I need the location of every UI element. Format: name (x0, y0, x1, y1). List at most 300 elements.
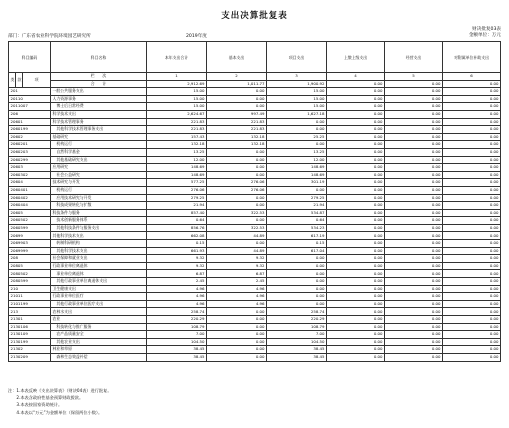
row-value: 221.83 (207, 118, 267, 126)
row-code: 20604 (9, 179, 51, 187)
table-row (9, 316, 501, 324)
row-value: 0.00 (443, 95, 501, 103)
table-row (9, 240, 501, 248)
row-value: 0.00 (443, 353, 501, 361)
row-value: 38.45 (147, 353, 207, 361)
row-code: 2060299 (9, 156, 51, 164)
row-code: 21011 (9, 293, 51, 301)
row-value: 0.00 (267, 278, 327, 286)
row-value: 0.00 (327, 186, 385, 194)
row-value: 0.00 (385, 316, 443, 324)
row-value: 322.53 (207, 224, 267, 232)
row-value: 4.96 (207, 293, 267, 301)
row-name: 机构运行 (51, 186, 147, 194)
row-value: 0.00 (327, 300, 385, 308)
row-value: 0.00 (267, 141, 327, 149)
row-value: 0.00 (327, 103, 385, 111)
table-row (9, 270, 501, 278)
row-code: 2130199 (9, 338, 51, 346)
table-row (9, 126, 501, 134)
row-value: 0.00 (327, 156, 385, 164)
row-name: 科技转化与推广服务 (51, 323, 147, 331)
row-value: 276.06 (207, 179, 267, 187)
row-value: 0.00 (327, 346, 385, 354)
row-value: 21.94 (267, 202, 327, 210)
row-value: 0.00 (443, 126, 501, 134)
total-value: 2,912.69 (147, 80, 207, 88)
column-number: 3 (267, 73, 327, 81)
row-value: 132.18 (147, 141, 207, 149)
table-row (9, 194, 501, 202)
row-value: 0.15 (267, 240, 327, 248)
table-row (9, 141, 501, 149)
table-row (9, 232, 501, 240)
row-name: 农业 (51, 316, 147, 324)
row-value: 0.00 (385, 262, 443, 270)
row-value: 0.00 (385, 247, 443, 255)
header-class: 类 (9, 73, 16, 88)
note-line: 3.本表按国家资助统计。 (8, 402, 63, 408)
row-value: 0.00 (327, 255, 385, 263)
row-code: 210 (9, 285, 51, 293)
row-value: 0.00 (327, 217, 385, 225)
note-line: 注：1.本表反映《支出决算表》（财决04表）进行批复。 (8, 388, 112, 393)
row-value: 0.00 (385, 300, 443, 308)
row-value: 0.00 (443, 164, 501, 172)
header-name: 科目名称 (51, 42, 147, 73)
row-value: 0.00 (267, 262, 327, 270)
row-value: 0.00 (327, 232, 385, 240)
row-value: 0.00 (327, 164, 385, 172)
row-name: 自然科学基金 (51, 148, 147, 156)
row-value: 0.00 (327, 353, 385, 361)
row-value: 0.00 (327, 133, 385, 141)
row-value: 322.53 (207, 209, 267, 217)
column-number: 5 (385, 73, 443, 81)
table-row (9, 95, 501, 103)
row-value: 15.00 (147, 95, 207, 103)
row-value: 0.00 (385, 338, 443, 346)
row-value: 4.96 (207, 285, 267, 293)
unit-label: 金额单位：万元 (468, 32, 501, 38)
row-value: 4.96 (147, 285, 207, 293)
row-name: 其他行政事业单位离退休支出 (51, 278, 147, 286)
form-meta (469, 27, 501, 38)
row-name: 事业单位离退休 (51, 270, 147, 278)
row-value: 0.00 (327, 270, 385, 278)
department-label: 部门：广东省农业科学院环境园艺研究所 (8, 34, 91, 39)
column-number: 2 (207, 73, 267, 81)
row-value: 108.79 (267, 323, 327, 331)
row-value: 276.06 (147, 186, 207, 194)
row-value: 0.00 (207, 353, 267, 361)
row-value: 0.00 (207, 171, 267, 179)
row-value: 0.00 (443, 224, 501, 232)
row-name: 农产品质量安全 (51, 331, 147, 339)
row-value: 0.00 (207, 103, 267, 111)
row-value: 132.18 (207, 133, 267, 141)
total-label: 合 计 (51, 80, 147, 88)
row-value: 2,624.67 (147, 110, 207, 118)
row-code: 20805 (9, 262, 51, 270)
row-value: 0.00 (267, 126, 327, 134)
row-name: 科技成果转化与扩散 (51, 202, 147, 210)
table-row (9, 164, 501, 172)
row-value: 15.00 (147, 88, 207, 96)
row-value: 0.64 (267, 217, 327, 225)
form-code: 财决批复03表 (472, 27, 501, 32)
row-value: 0.00 (443, 202, 501, 210)
row-code: 2130109 (9, 331, 51, 339)
row-code: 20699 (9, 232, 51, 240)
row-name: 博士后日常经费 (51, 103, 147, 111)
row-value: 0.00 (267, 118, 327, 126)
row-value: 0.00 (327, 331, 385, 339)
row-name: 行政事业单位离退休 (51, 262, 147, 270)
row-code: 2060402 (9, 194, 51, 202)
row-name: 机构运行 (51, 141, 147, 149)
row-value: 0.00 (327, 285, 385, 293)
row-value: 0.00 (443, 209, 501, 217)
row-value: 0.00 (327, 224, 385, 232)
row-value: 0.00 (443, 240, 501, 248)
row-name: 林业和草原 (51, 346, 147, 354)
table-row (9, 247, 501, 255)
row-code: 2060203 (9, 148, 51, 156)
table-row (9, 285, 501, 293)
row-value: 0.00 (443, 323, 501, 331)
row-value: 0.00 (443, 118, 501, 126)
row-value: 0.00 (327, 202, 385, 210)
row-value: 38.45 (267, 353, 327, 361)
row-code: 2130106 (9, 323, 51, 331)
row-value: 0.00 (327, 110, 385, 118)
row-value: 0.00 (385, 88, 443, 96)
row-value: 0.00 (207, 331, 267, 339)
row-name: 其他行政事业单位医疗支出 (51, 300, 147, 308)
row-value: 997.49 (207, 110, 267, 118)
row-value: 0.00 (443, 186, 501, 194)
row-value: 301.19 (267, 179, 327, 187)
row-code: 2080599 (9, 278, 51, 286)
row-value: 0.00 (385, 285, 443, 293)
row-value: 0.00 (327, 126, 385, 134)
row-name: 科学技术支出 (51, 110, 147, 118)
table-row (9, 278, 501, 286)
row-value: 0.00 (327, 209, 385, 217)
row-value: 0.00 (385, 110, 443, 118)
row-value: 0.00 (443, 179, 501, 187)
row-value: 13.25 (147, 148, 207, 156)
row-value: 534.23 (267, 224, 327, 232)
column-label: 栏 次 (51, 73, 147, 81)
column-number: 6 (443, 73, 501, 81)
row-value: 108.79 (147, 323, 207, 331)
total-value: 0.00 (385, 80, 443, 88)
table-row (9, 179, 501, 187)
row-name: 其他科技条件与服务支出 (51, 224, 147, 232)
row-value: 0.00 (443, 308, 501, 316)
total-value: 0.00 (327, 80, 385, 88)
total-value: 1,011.77 (207, 80, 267, 88)
row-value: 0.00 (207, 164, 267, 172)
total-row (9, 80, 501, 88)
row-value: 0.00 (327, 95, 385, 103)
header-subsidy: 上缴上级支出 (327, 42, 385, 73)
table-row (9, 156, 501, 164)
row-value: 0.00 (443, 346, 501, 354)
row-value: 0.00 (385, 126, 443, 134)
row-value: 0.00 (443, 103, 501, 111)
row-name: 一般公共服务支出 (51, 88, 147, 96)
row-value: 0.00 (385, 308, 443, 316)
row-value: 0.00 (327, 278, 385, 286)
table-row (9, 346, 501, 354)
row-name: 转制科研机构 (51, 240, 147, 248)
row-code: 2060302 (9, 171, 51, 179)
table-row (9, 262, 501, 270)
row-value: 258.74 (147, 308, 207, 316)
row-code: 21302 (9, 346, 51, 354)
row-value: 0.00 (443, 194, 501, 202)
row-name: 卫生健康支出 (51, 285, 147, 293)
row-value: 0.00 (385, 331, 443, 339)
row-value: 38.45 (267, 346, 327, 354)
header-affiliate: 对附属单位补助支出 (443, 42, 501, 73)
row-value: 0.00 (443, 110, 501, 118)
row-code: 208 (9, 255, 51, 263)
row-value: 0.00 (385, 209, 443, 217)
row-value: 0.00 (207, 338, 267, 346)
row-value: 0.00 (443, 285, 501, 293)
table-row (9, 217, 501, 225)
row-value: 6.87 (207, 270, 267, 278)
row-name: 社会公益研究 (51, 171, 147, 179)
row-value: 856.76 (147, 224, 207, 232)
row-value: 2.45 (207, 278, 267, 286)
row-value: 0.00 (267, 270, 327, 278)
row-value: 0.00 (385, 186, 443, 194)
row-value: 0.00 (327, 141, 385, 149)
row-code: 201 (9, 88, 51, 96)
row-value: 0.00 (443, 141, 501, 149)
row-value: 534.87 (267, 209, 327, 217)
row-value: 148.69 (267, 171, 327, 179)
row-value: 0.00 (443, 255, 501, 263)
table-row (9, 88, 501, 96)
row-code: 2130209 (9, 353, 51, 361)
row-value: 0.00 (443, 331, 501, 339)
row-value: 0.00 (385, 278, 443, 286)
row-code: 2060201 (9, 141, 51, 149)
row-value: 12.00 (147, 156, 207, 164)
row-value: 0.00 (207, 148, 267, 156)
row-value: 0.00 (385, 323, 443, 331)
row-value: 132.18 (207, 141, 267, 149)
table-row (9, 110, 501, 118)
row-value: 0.00 (385, 255, 443, 263)
row-value: 4.96 (147, 293, 207, 301)
row-value: 0.00 (443, 270, 501, 278)
row-value: 258.74 (267, 308, 327, 316)
row-value: 0.00 (443, 338, 501, 346)
row-value: 0.00 (327, 323, 385, 331)
row-value: 0.00 (385, 164, 443, 172)
row-value: 0.00 (207, 308, 267, 316)
row-value: 1,627.18 (267, 110, 327, 118)
row-value: 221.83 (147, 118, 207, 126)
row-value: 0.00 (385, 346, 443, 354)
row-value: 662.08 (147, 232, 207, 240)
row-value: 13.25 (267, 148, 327, 156)
table-row (9, 209, 501, 217)
table-row (9, 323, 501, 331)
table-row (9, 338, 501, 346)
row-code: 2101199 (9, 300, 51, 308)
row-value: 276.06 (207, 186, 267, 194)
row-value: 15.00 (147, 103, 207, 111)
row-value: 0.00 (443, 278, 501, 286)
row-value: 0.00 (207, 346, 267, 354)
table-row (9, 171, 501, 179)
total-value: 1,900.92 (267, 80, 327, 88)
row-name: 技术研究与开发 (51, 179, 147, 187)
row-name: 其他农业支出 (51, 338, 147, 346)
row-value: 0.00 (385, 353, 443, 361)
row-code: 2080502 (9, 270, 51, 278)
row-name: 基础研究 (51, 133, 147, 141)
table-row (9, 224, 501, 232)
notes (8, 387, 112, 416)
row-value: 0.00 (267, 285, 327, 293)
row-name: 行政事业单位医疗 (51, 293, 147, 301)
row-value: 38.45 (147, 346, 207, 354)
row-value: 0.00 (327, 338, 385, 346)
row-value: 0.00 (327, 247, 385, 255)
row-value: 0.00 (207, 95, 267, 103)
row-value: 0.00 (207, 240, 267, 248)
row-code: 2069999 (9, 247, 51, 255)
table-row (9, 331, 501, 339)
row-name: 其他科学技术管理事务支出 (51, 126, 147, 134)
row-value: 0.00 (385, 179, 443, 187)
row-value: 0.00 (327, 316, 385, 324)
row-value: 0.00 (385, 118, 443, 126)
row-code: 2060502 (9, 217, 51, 225)
row-value: 220.29 (147, 316, 207, 324)
row-value: 0.00 (443, 88, 501, 96)
row-value: 104.50 (147, 338, 207, 346)
table-row (9, 308, 501, 316)
row-name: 应用研究 (51, 164, 147, 172)
table-row (9, 202, 501, 210)
row-value: 617.19 (267, 232, 327, 240)
row-value: 7.00 (267, 331, 327, 339)
row-value: 0.00 (443, 148, 501, 156)
row-value: 857.40 (147, 209, 207, 217)
row-name: 社会保障和就业支出 (51, 255, 147, 263)
row-code: 2060199 (9, 126, 51, 134)
row-code: 20110 (9, 95, 51, 103)
row-value: 617.04 (267, 247, 327, 255)
row-value: 0.00 (327, 194, 385, 202)
table-row (9, 118, 501, 126)
row-name: 科技条件与服务 (51, 209, 147, 217)
row-code: 20605 (9, 209, 51, 217)
row-value: 44.89 (207, 247, 267, 255)
row-name: 其他基础研究支出 (51, 156, 147, 164)
row-value: 0.00 (267, 300, 327, 308)
row-value: 0.64 (147, 217, 207, 225)
row-value: 9.32 (207, 262, 267, 270)
row-value: 0.00 (385, 141, 443, 149)
column-number-row (9, 73, 501, 81)
row-code: 213 (9, 308, 51, 316)
row-value: 2.45 (147, 278, 207, 286)
row-code: 2060404 (9, 202, 51, 210)
table-row (9, 353, 501, 361)
column-number: 4 (327, 73, 385, 81)
row-value: 0.00 (327, 308, 385, 316)
row-value: 221.83 (147, 126, 207, 134)
row-value: 0.00 (385, 95, 443, 103)
row-value: 0.00 (327, 293, 385, 301)
header-row (9, 42, 501, 73)
row-value: 0.00 (385, 293, 443, 301)
row-name: 其他科学技术支出 (51, 247, 147, 255)
row-value: 220.29 (267, 316, 327, 324)
row-value: 0.00 (327, 262, 385, 270)
row-value: 44.89 (207, 232, 267, 240)
row-value: 0.00 (443, 300, 501, 308)
row-name: 应用技术研究与开发 (51, 194, 147, 202)
row-value: 9.32 (147, 255, 207, 263)
row-code: 20602 (9, 133, 51, 141)
row-value: 0.00 (207, 217, 267, 225)
row-value: 0.00 (327, 171, 385, 179)
row-value: 0.00 (207, 194, 267, 202)
row-code: 20603 (9, 164, 51, 172)
row-value: 0.00 (385, 194, 443, 202)
header-project: 项目支出 (267, 42, 327, 73)
row-value: 0.00 (385, 148, 443, 156)
row-value: 148.69 (267, 164, 327, 172)
row-value: 7.00 (147, 331, 207, 339)
table-row (9, 293, 501, 301)
header-item: 款 (16, 73, 23, 88)
row-value: 0.00 (327, 179, 385, 187)
row-value: 21.94 (147, 202, 207, 210)
expenditure-table (8, 41, 501, 362)
row-code: 21301 (9, 316, 51, 324)
row-value: 0.00 (207, 202, 267, 210)
row-value: 0.00 (443, 232, 501, 240)
row-value: 0.00 (385, 171, 443, 179)
column-number: 1 (147, 73, 207, 81)
row-value: 0.00 (385, 202, 443, 210)
header-code: 科目编码 (9, 42, 51, 73)
header-basic: 基本支出 (207, 42, 267, 73)
row-value: 0.00 (327, 240, 385, 248)
row-value: 0.00 (385, 217, 443, 225)
row-value: 12.00 (267, 156, 327, 164)
note-line: 4.本表以“万元”为金额单位（保留两位小数）。 (8, 409, 103, 415)
row-name: 森林生态效益补偿 (51, 353, 147, 361)
row-value: 15.00 (267, 95, 327, 103)
row-value: 148.69 (147, 164, 207, 172)
row-code: 2060401 (9, 186, 51, 194)
row-value: 0.00 (385, 103, 443, 111)
